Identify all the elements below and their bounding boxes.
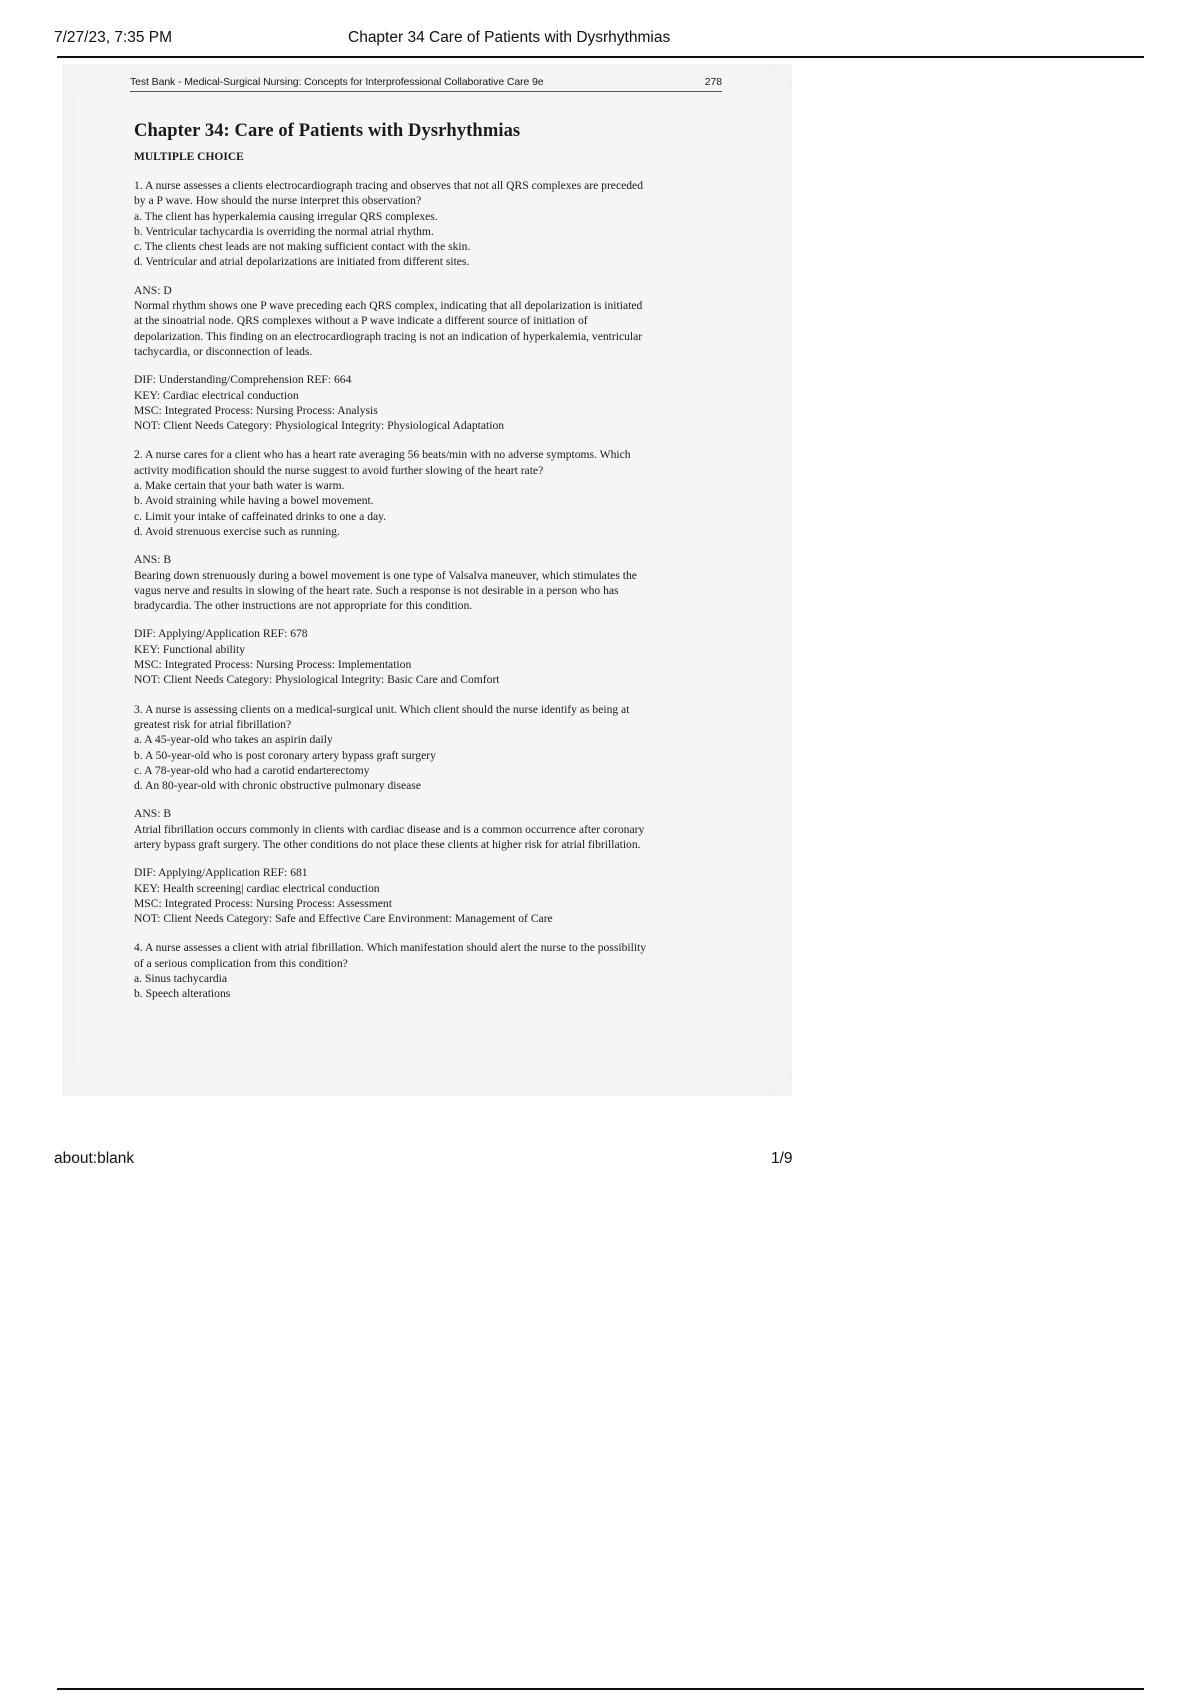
question-block-3 [134,702,722,927]
chapter-title: Chapter 34: Care of Patients with Dysrhythmias [134,121,521,141]
question-stem [134,940,722,1001]
stem-line: 2. A nurse cares for a client who has a heart rate averaging 56 beats/min with no adverse symptoms. Which [134,448,631,462]
answer-option: d. Ventricular and atrial depolarizations are initiated from different sites. [134,255,470,269]
meta-line: DIF: Applying/Application REF: 678 [134,627,308,641]
rationale-line: at the sinoatrial node. QRS complexes without a P wave indicate a different source of initiation of [134,314,588,328]
answer-option: b. Ventricular tachycardia is overriding the normal atrial rhythm. [134,224,434,238]
running-head [130,76,722,92]
stem-line: by a P wave. How should the nurse interpret this observation? [134,194,422,208]
question-metadata [134,372,722,433]
stem-line: greatest risk for atrial fibrillation? [134,717,292,731]
rationale-line: tachycardia, or disconnection of leads. [134,344,313,358]
print-datetime: 7/27/23, 7:35 PM [54,29,173,46]
meta-line: MSC: Integrated Process: Nursing Process: Implementation [134,658,412,672]
scanned-page-content [130,76,722,1002]
stem-line: activity modification should the nurse suggest to avoid further slowing of the heart rate? [134,463,544,477]
meta-line: KEY: Cardiac electrical conduction [134,388,299,402]
print-page-title: Chapter 34 Care of Patients with Dysrhythmias [348,29,671,46]
rationale-line: Atrial fibrillation occurs commonly in clients with cardiac disease and is a common occurrence after coronary [134,822,645,836]
meta-line: NOT: Client Needs Category: Safe and Effective Care Environment: Management of Care [134,912,553,926]
question-metadata [134,865,722,926]
print-footer-url: about:blank [54,1150,135,1167]
answer-option: a. Make certain that your bath water is warm. [134,479,345,493]
meta-line: MSC: Integrated Process: Nursing Process: Analysis [134,403,378,417]
meta-line: DIF: Applying/Application REF: 681 [134,866,308,880]
answer-rationale [134,552,722,613]
answer-option: c. Limit your intake of caffeinated drinks to one a day. [134,509,387,523]
rationale-line: depolarization. This finding on an electrocardiograph tracing is not an indication of hyperkalemia, ventricular [134,329,643,343]
meta-line: KEY: Health screening| cardiac electrical conduction [134,881,380,895]
answer-rationale [134,806,722,852]
stem-line: 4. A nurse assesses a client with atrial fibrillation. Which manifestation should alert the nurse to the possibility [134,941,647,955]
running-head-page-number: 278 [704,76,722,88]
stem-line: 1. A nurse assesses a clients electrocardiograph tracing and observes that not all QRS complexes are preceded [134,179,643,192]
answer-key: ANS: B [134,553,172,567]
answer-option: a. A 45-year-old who takes an aspirin daily [134,733,333,747]
stem-line: of a serious complication from this condition? [134,956,348,970]
answer-key: ANS: B [134,807,172,821]
scanned-page [62,64,792,1096]
question-block-4 [134,940,722,1001]
section-heading: MULTIPLE CHOICE [134,151,244,163]
answer-option: b. Speech alterations [134,987,231,1001]
answer-option: d. An 80-year-old with chronic obstructive pulmonary disease [134,779,421,793]
answer-key: ANS: D [134,283,172,297]
print-footer-page-count: 1/9 [771,1150,793,1167]
meta-line: NOT: Client Needs Category: Physiological Integrity: Physiological Adaptation [134,419,505,433]
meta-line: MSC: Integrated Process: Nursing Process: Assessment [134,896,392,910]
meta-line: KEY: Functional ability [134,642,245,656]
answer-option: d. Avoid strenuous exercise such as running. [134,524,340,538]
footer-divider [57,1688,1144,1690]
rationale-line: vagus nerve and results in slowing of the heart rate. Such a response is not desirable in a person who has [134,583,619,597]
rationale-line: Normal rhythm shows one P wave preceding each QRS complex, indicating that all depolarization is initiated [134,299,643,313]
answer-option: c. A 78-year-old who had a carotid endarterectomy [134,763,370,777]
meta-line: NOT: Client Needs Category: Physiological Integrity: Basic Care and Comfort [134,673,500,687]
question-block-1 [134,178,722,433]
answer-option: a. Sinus tachycardia [134,972,228,986]
question-stem [134,702,722,794]
header-divider [57,56,1144,58]
stem-line: 3. A nurse is assessing clients on a medical-surgical unit. Which client should the nurse identify as being at [134,702,630,716]
running-head-book: Test Bank - Medical-Surgical Nursing: Concepts for Interprofessional Collaborative Care 9e [130,76,544,88]
print-header [0,0,1200,58]
question-metadata [134,626,722,687]
rationale-line: Bearing down strenuously during a bowel movement is one type of Valsalva maneuver, which stimulates the [134,568,637,582]
answer-option: b. Avoid straining while having a bowel movement. [134,494,374,508]
rationale-line: bradycardia. The other instructions are not appropriate for this condition. [134,599,473,613]
answer-option: a. The client has hyperkalemia causing irregular QRS complexes. [134,209,438,223]
answer-option: c. The clients chest leads are not making sufficient contact with the skin. [134,240,471,254]
answer-rationale [134,283,722,359]
question-stem [134,447,722,539]
question-block-2 [134,447,722,687]
rationale-line: artery bypass graft surgery. The other conditions do not place these clients at higher risk for atrial fibrillation. [134,837,641,851]
answer-option: b. A 50-year-old who is post coronary artery bypass graft surgery [134,748,436,762]
meta-line: DIF: Understanding/Comprehension REF: 664 [134,373,352,387]
question-stem [134,178,722,270]
